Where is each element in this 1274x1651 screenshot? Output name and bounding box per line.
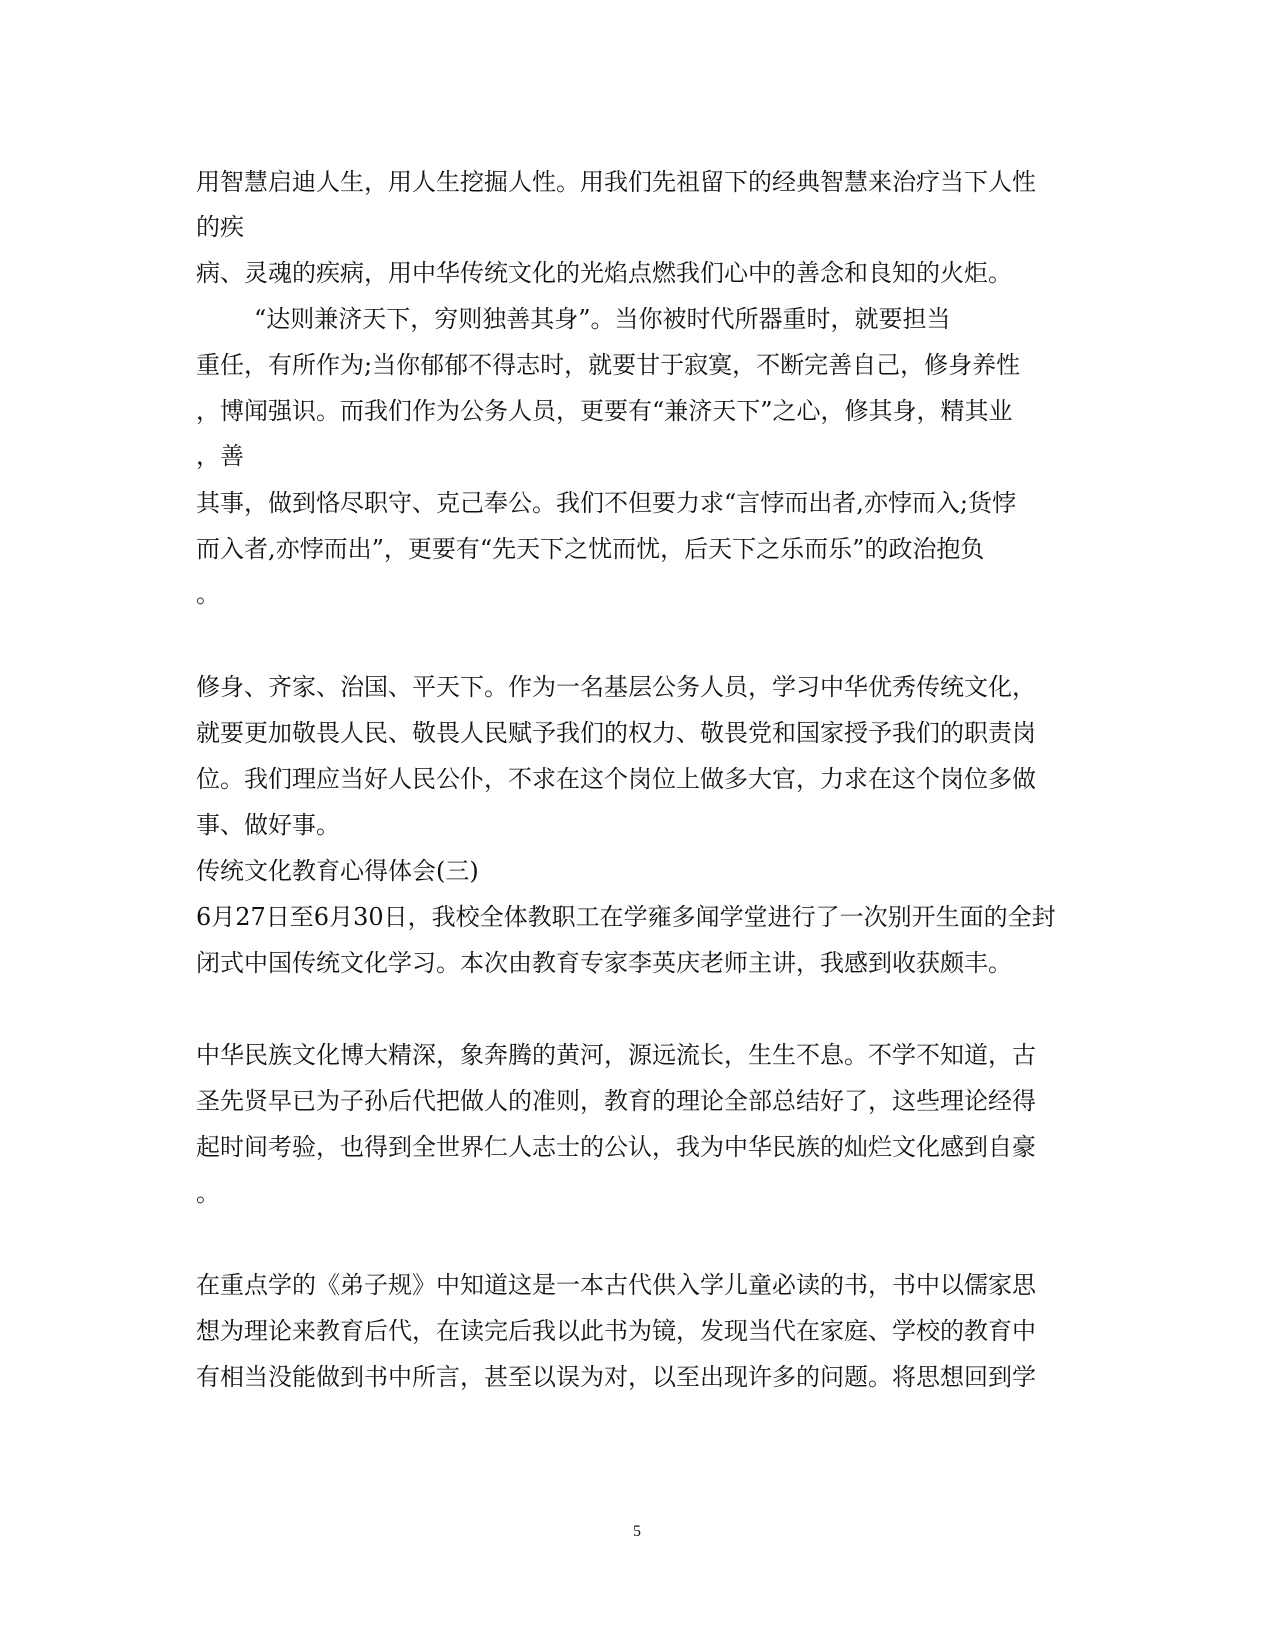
text-line: 。 xyxy=(196,1179,220,1207)
text-line: 闭式中国传统文化学习。本次由教育专家李英庆老师主讲，我感到收获颇丰。 xyxy=(196,949,1012,977)
text-line: 修身、齐家、治国、平天下。作为一名基层公务人员，学习中华优秀传统文化， xyxy=(196,673,1036,701)
text-line: 在重点学的《弟子规》中知道这是一本古代供入学儿童必读的书，书中以儒家思 xyxy=(196,1271,1036,1299)
text-line: 。 xyxy=(196,580,220,608)
text-line: 中华民族文化博大精深，象奔腾的黄河，源远流长，生生不息。不学不知道，古 xyxy=(196,1041,1036,1069)
text-line: ，善 xyxy=(196,442,244,470)
text-line: “达则兼济天下，穷则独善其身”。当你被时代所器重时，就要担当 xyxy=(254,305,951,333)
text-line: 起时间考验，也得到全世界仁人志士的公认，我为中华民族的灿烂文化感到自豪 xyxy=(196,1133,1036,1161)
section-heading: 传统文化教育心得体会(三) xyxy=(196,857,479,885)
text-line: 想为理论来教育后代，在读完后我以此书为镜，发现当代在家庭、学校的教育中 xyxy=(196,1317,1036,1345)
text-line: 其事，做到恪尽职守、克己奉公。我们不但要力求“言悖而出者,亦悖而入;货悖 xyxy=(196,489,1016,517)
text-line: 而入者,亦悖而出”，更要有“先天下之忧而忧，后天下之乐而乐”的政治抱负 xyxy=(196,535,985,563)
text-line: 6月27日至6月30日，我校全体教职工在学雍多闻学堂进行了一次别开生面的全封 xyxy=(196,903,1056,931)
text-line: 的疾 xyxy=(196,213,244,241)
text-line: 病、灵魂的疾病，用中华传统文化的光焰点燃我们心中的善念和良知的火炬。 xyxy=(196,259,1012,287)
text-line: ，博闻强识。而我们作为公务人员，更要有“兼济天下”之心，修其身，精其业 xyxy=(196,397,1013,425)
text-line: 就要更加敬畏人民、敬畏人民赋予我们的权力、敬畏党和国家授予我们的职责岗 xyxy=(196,719,1036,747)
text-line: 重任，有所作为;当你郁郁不得志时，就要甘于寂寞，不断完善自己，修身养性 xyxy=(196,351,1021,379)
text-line: 位。我们理应当好人民公仆，不求在这个岗位上做多大官，力求在这个岗位多做 xyxy=(196,765,1036,793)
page-number: 5 xyxy=(633,1523,641,1540)
text-line: 有相当没能做到书中所言，甚至以误为对，以至出现许多的问题。将思想回到学 xyxy=(196,1363,1036,1391)
text-line: 事、做好事。 xyxy=(196,811,340,839)
text-line: 圣先贤早已为子孙后代把做人的准则，教育的理论全部总结好了，这些理论经得 xyxy=(196,1087,1036,1115)
text-line: 用智慧启迪人生，用人生挖掘人性。用我们先祖留下的经典智慧来治疗当下人性 xyxy=(196,168,1036,196)
